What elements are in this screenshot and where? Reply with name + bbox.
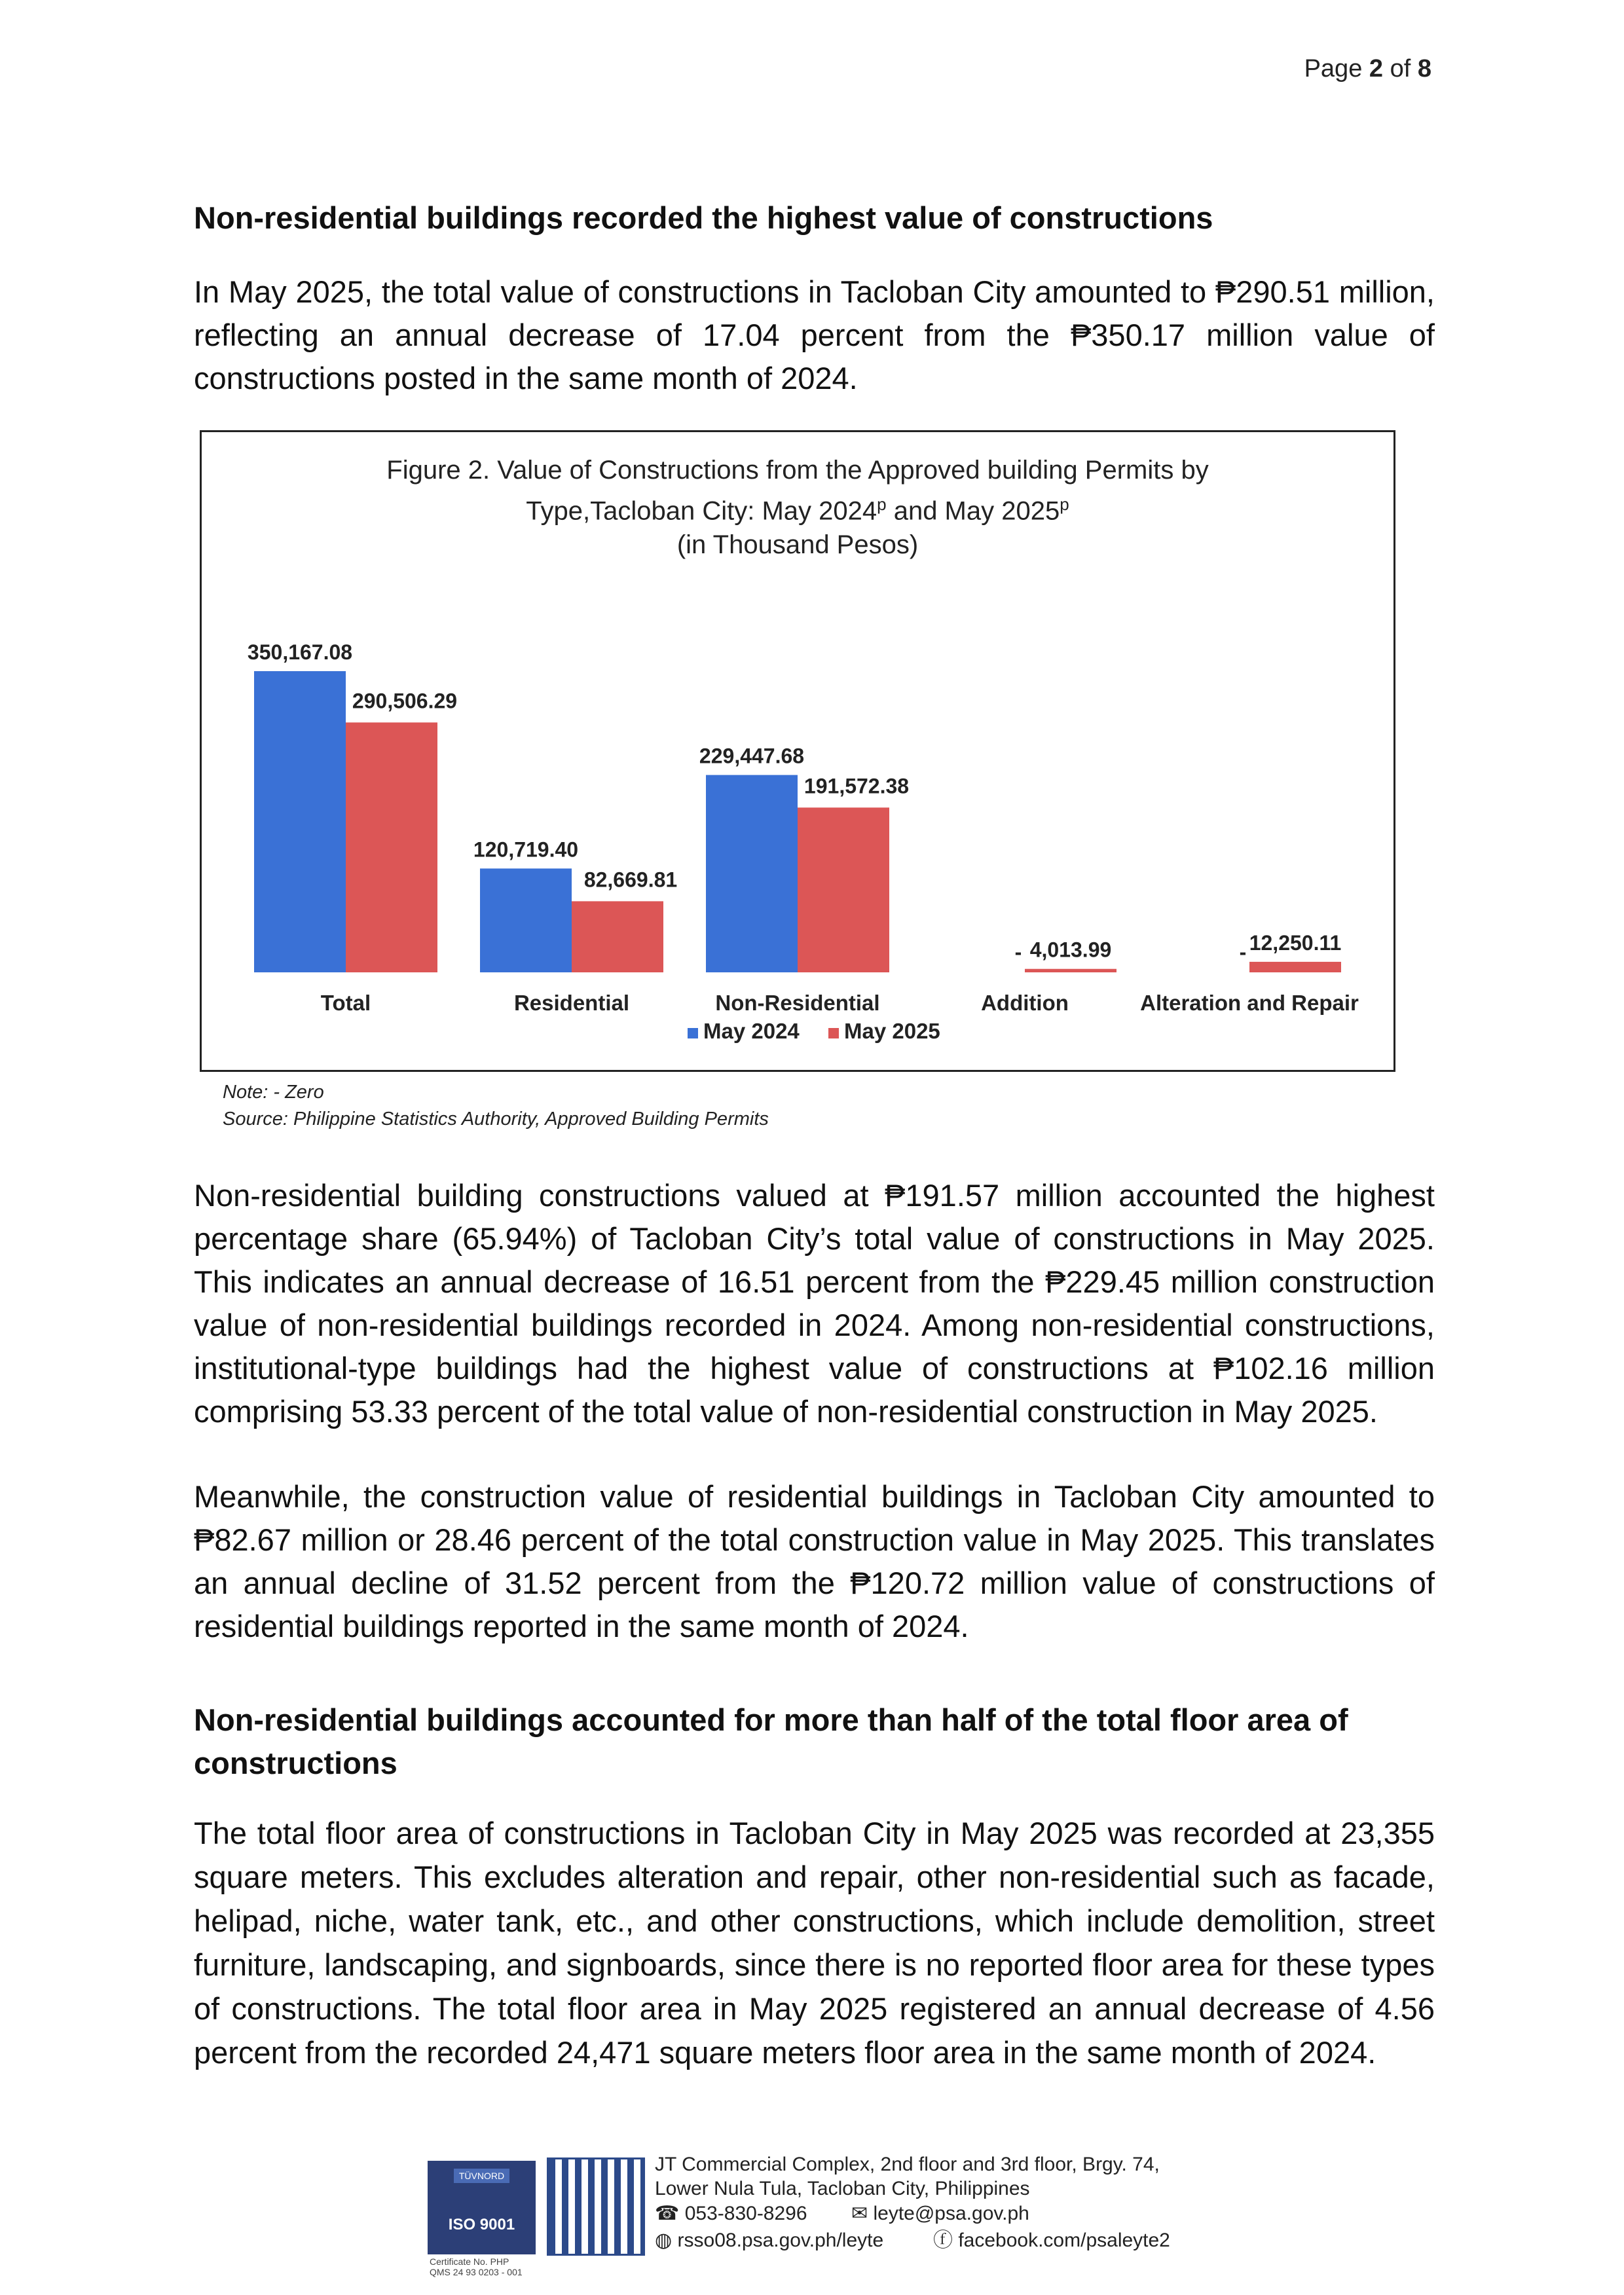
bar-may-2024-0 bbox=[254, 671, 346, 972]
footer-website[interactable]: ◍ rsso08.psa.gov.ph/leyte bbox=[655, 2230, 884, 2251]
phone-icon: ☎ bbox=[655, 2203, 680, 2224]
email-icon: ✉ bbox=[851, 2203, 868, 2224]
bar-may-2024-2 bbox=[706, 775, 798, 972]
legend-swatch bbox=[828, 1028, 839, 1038]
section-heading-floor-area: Non-residential buildings accounted for more than half of the total floor area of constructions bbox=[194, 1702, 1348, 1780]
bar-chart bbox=[202, 543, 1393, 1067]
bar-may-2024-1 bbox=[480, 868, 572, 972]
paragraph-nonresidential: Non-residential building constructions valued at ₱191.57 million accounted the highest percentage share (65.94%) of Tacloban City’s total value of constructions in May 2025. This indicates an annual decrease of 16.51 percent from the ₱229.45 million construction value of non-residential buildings recorded in 2024. Among non-residential constructions, institutional-type buildings had the highest value of constructions at ₱102.16 million comprising 53.33 percent of the total value of non-residential construction in May 2025. bbox=[194, 1178, 1435, 1429]
category-label: Non-Residential bbox=[715, 991, 880, 1015]
data-label: 120,719.40 bbox=[473, 837, 579, 862]
category-label: Addition bbox=[981, 991, 1069, 1015]
facebook-icon: ⓕ bbox=[933, 2230, 953, 2251]
figure-2-box bbox=[200, 430, 1395, 1072]
footer-address: JT Commercial Complex, 2nd floor and 3rd floor, Brgy. 74, Lower Nula Tula, Tacloban City, Philippines bbox=[655, 2154, 1160, 2199]
iso-certification-badge: TÜVNORD ISO 9001 bbox=[428, 2161, 536, 2254]
data-label: 290,506.29 bbox=[352, 689, 458, 713]
figure-title: Figure 2. Value of Constructions from the Approved building Permits by Type,Tacloban City: May 2024$^p$ and May 2025$^p$ (in Thousand Pesos) bbox=[386, 456, 1209, 560]
paragraph-value-total: In May 2025, the total value of constructions in Tacloban City amounted to ₱290.51 million, reflecting an annual decrease of 17.04 percent from the ₱350.17 million value of constructions posted in the same month of 2024. bbox=[194, 274, 1435, 395]
paragraph-residential: Meanwhile, the construction value of residential buildings in Tacloban City amounted to ₱82.67 million or 28.46 percent of the total construction value in May 2025. This translates an annual decline of 31.52 percent from the ₱120.72 million value of constructions of residential buildings reported in the same month of 2024. bbox=[194, 1479, 1435, 1643]
legend-swatch bbox=[688, 1028, 698, 1038]
legend-label: May 2024 bbox=[703, 1019, 800, 1043]
section-heading-value: Non-residential buildings recorded the highest value of constructions bbox=[194, 200, 1213, 235]
bar-may-2025-4 bbox=[1249, 962, 1341, 972]
data-label: 4,013.99 bbox=[1029, 938, 1112, 962]
data-label: 191,572.38 bbox=[803, 774, 910, 798]
footer-email[interactable]: ✉ leyte@psa.gov.ph bbox=[851, 2203, 1029, 2224]
legend-label: May 2025 bbox=[844, 1019, 940, 1043]
bar-may-2025-3 bbox=[1025, 969, 1116, 972]
globe-icon: ◍ bbox=[655, 2230, 673, 2251]
footer-phone: ☎ 053-830-8296 bbox=[655, 2203, 807, 2224]
data-label: 229,447.68 bbox=[699, 744, 805, 768]
bar-may-2025-1 bbox=[572, 901, 663, 972]
footer-facebook[interactable]: ⓕ facebook.com/psaleyte2 bbox=[933, 2230, 1170, 2251]
category-label: Alteration and Repair bbox=[1140, 991, 1359, 1015]
category-label: Residential bbox=[513, 991, 630, 1015]
qr-code bbox=[547, 2157, 645, 2256]
figure-note: Note: - Zero bbox=[223, 1082, 324, 1103]
data-label: - bbox=[1014, 940, 1022, 964]
paragraph-floor-area: The total floor area of constructions in Tacloban City in May 2025 was recorded at 23,355 square meters. This excludes alteration and repair, other non-residential such as facade, helipad, niche, water tank, etc., and other constructions, which include demolition, street furniture, landscaping, and signboards, since there is no reported floor area for these types of constructions. The total floor area in May 2025 registered an annual decrease of 4.56 percent from the recorded 24,471 square meters floor area in the same month of 2024. bbox=[194, 1816, 1435, 2070]
page-number: Page 2 of 8 bbox=[1304, 55, 1431, 83]
certificate-number: Certificate No. PHP QMS 24 93 0203 - 001 bbox=[430, 2256, 523, 2277]
data-label: - bbox=[1239, 940, 1247, 964]
figure-source: Source: Philippine Statistics Authority, Approved Building Permits bbox=[223, 1109, 769, 1129]
bar-may-2025-2 bbox=[798, 807, 889, 972]
category-label: Total bbox=[320, 991, 371, 1015]
bar-may-2025-0 bbox=[346, 722, 437, 972]
data-label: 82,669.81 bbox=[583, 868, 678, 892]
data-label: 350,167.08 bbox=[247, 640, 353, 664]
data-label: 12,250.11 bbox=[1249, 930, 1342, 955]
